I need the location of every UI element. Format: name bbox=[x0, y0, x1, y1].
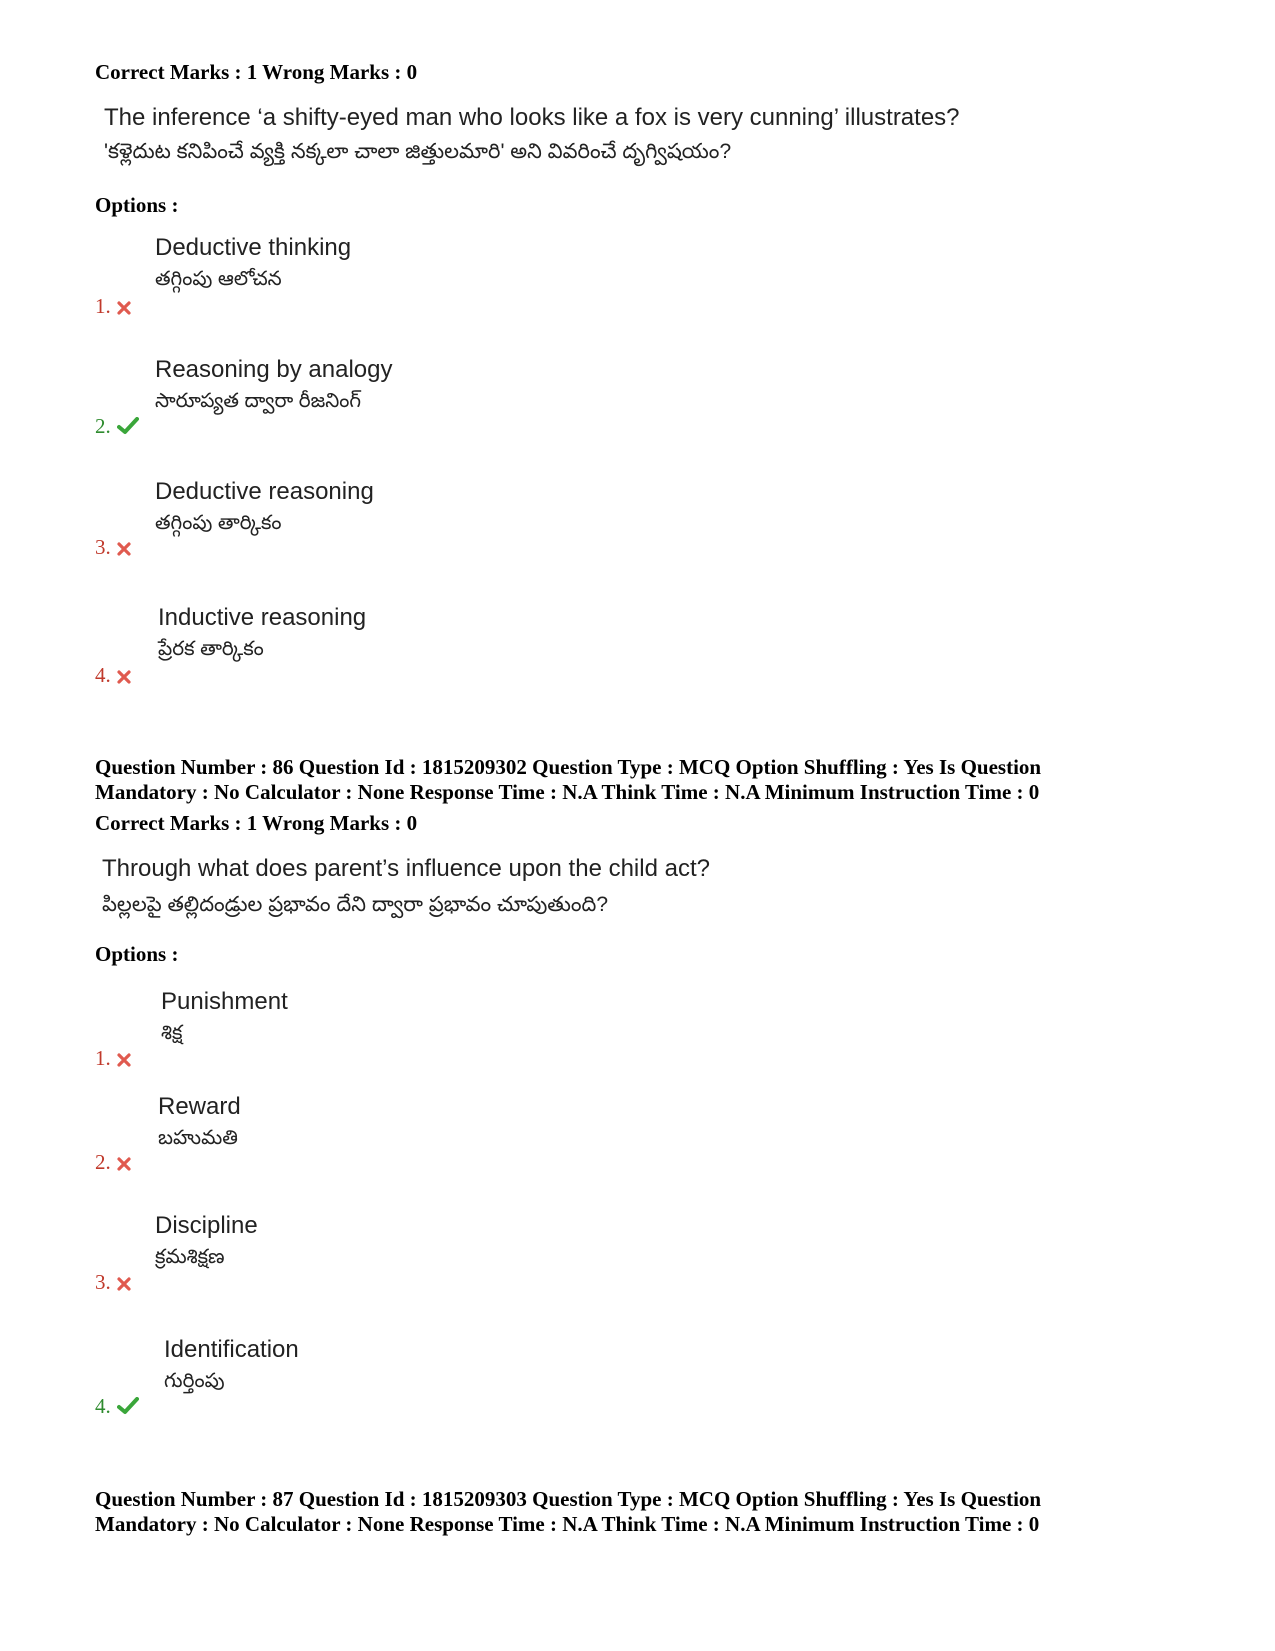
option-text-te: క్రమశిక్షణ bbox=[155, 1246, 225, 1268]
q85-option-2-text bbox=[155, 356, 393, 417]
cross-icon bbox=[117, 1152, 131, 1177]
cross-icon bbox=[117, 1048, 131, 1073]
q86-option-1-text bbox=[161, 988, 288, 1049]
q85-option-3-text bbox=[155, 478, 374, 539]
q87-header-line-1: Question Number : 87 Question Id : 1815209303 Question Type : MCQ Option Shuffling : Yes Is Question bbox=[95, 1487, 1042, 1511]
q85-options-label: Options : bbox=[95, 193, 179, 217]
option-text-te: ప్రేరక తార్కికం bbox=[158, 638, 264, 660]
cross-icon bbox=[117, 537, 131, 562]
option-number: 1. bbox=[95, 1046, 111, 1070]
q86-options-label: Options : bbox=[95, 942, 179, 966]
q85-question-te: 'కళ్లెదుట కనిపించే వ్యక్తి నక్కలా చాలా జిత్తులమారి' అని వివరించే దృగ్విషయం? bbox=[104, 140, 732, 163]
q85-option-1-text bbox=[155, 234, 351, 295]
option-text-en: Identification bbox=[164, 1336, 299, 1363]
option-text-te: గుర్తింపు bbox=[164, 1370, 225, 1392]
q86-header-line-2: Mandatory : No Calculator : None Response Time : N.A Think Time : N.A Minimum Instruction Time : 0 bbox=[95, 780, 1040, 804]
check-icon bbox=[117, 1396, 139, 1421]
cross-icon bbox=[117, 665, 131, 690]
q85-marks: Correct Marks : 1 Wrong Marks : 0 bbox=[95, 60, 418, 84]
option-text-en: Deductive thinking bbox=[155, 234, 352, 261]
q86-option-2-text bbox=[158, 1093, 241, 1154]
q85-question-en: The inference ‘a shifty-eyed man who looks like a fox is very cunning’ illustrates? bbox=[104, 104, 960, 131]
q85-option-1-number bbox=[95, 294, 131, 321]
cross-icon bbox=[117, 1272, 131, 1297]
option-number: 3. bbox=[95, 1270, 111, 1294]
option-text-en: Deductive reasoning bbox=[155, 478, 374, 505]
q86-question-te: పిల్లలపై తల్లిదండ్రుల ప్రభావం దేని ద్వారా ప్రభావం చూపుతుంది? bbox=[102, 893, 609, 916]
option-text-en: Discipline bbox=[155, 1212, 258, 1239]
cross-icon bbox=[117, 296, 131, 321]
q85-option-2-number bbox=[95, 414, 139, 441]
q85-option-4-text bbox=[158, 604, 366, 665]
q86-option-4-text bbox=[164, 1336, 299, 1397]
q85-option-4-number bbox=[95, 663, 131, 690]
option-number: 2. bbox=[95, 1150, 111, 1174]
option-text-te: బహుమతి bbox=[158, 1127, 238, 1149]
option-text-en: Inductive reasoning bbox=[158, 604, 367, 631]
q87-header-line-2: Mandatory : No Calculator : None Response Time : N.A Think Time : N.A Minimum Instruction Time : 0 bbox=[95, 1512, 1040, 1536]
option-text-te: శిక్ష bbox=[161, 1022, 183, 1044]
q86-option-2-number bbox=[95, 1150, 131, 1177]
option-number: 1. bbox=[95, 294, 111, 318]
q85-option-3-number bbox=[95, 535, 131, 562]
q86-header-line-1: Question Number : 86 Question Id : 1815209302 Question Type : MCQ Option Shuffling : Yes Is Question bbox=[95, 755, 1042, 779]
option-text-te: తగ్గింపు ఆలోచన bbox=[155, 268, 282, 290]
option-text-en: Punishment bbox=[161, 988, 288, 1015]
option-text-en: Reward bbox=[158, 1093, 241, 1120]
option-text-te: తగ్గింపు తార్కికం bbox=[155, 512, 282, 534]
check-icon bbox=[117, 416, 139, 441]
q86-marks: Correct Marks : 1 Wrong Marks : 0 bbox=[95, 811, 418, 835]
q86-option-3-number bbox=[95, 1270, 131, 1297]
option-text-en: Reasoning by analogy bbox=[155, 356, 393, 383]
q86-option-4-number bbox=[95, 1394, 139, 1421]
q86-option-1-number bbox=[95, 1046, 131, 1073]
option-number: 2. bbox=[95, 414, 111, 438]
option-number: 4. bbox=[95, 663, 111, 687]
option-number: 3. bbox=[95, 535, 111, 559]
q86-question-en: Through what does parent’s influence upon the child act? bbox=[102, 855, 710, 882]
option-text-te: సారూప్యత ద్వారా రీజనింగ్ bbox=[155, 390, 362, 412]
option-number: 4. bbox=[95, 1394, 111, 1418]
q86-option-3-text bbox=[155, 1212, 258, 1273]
